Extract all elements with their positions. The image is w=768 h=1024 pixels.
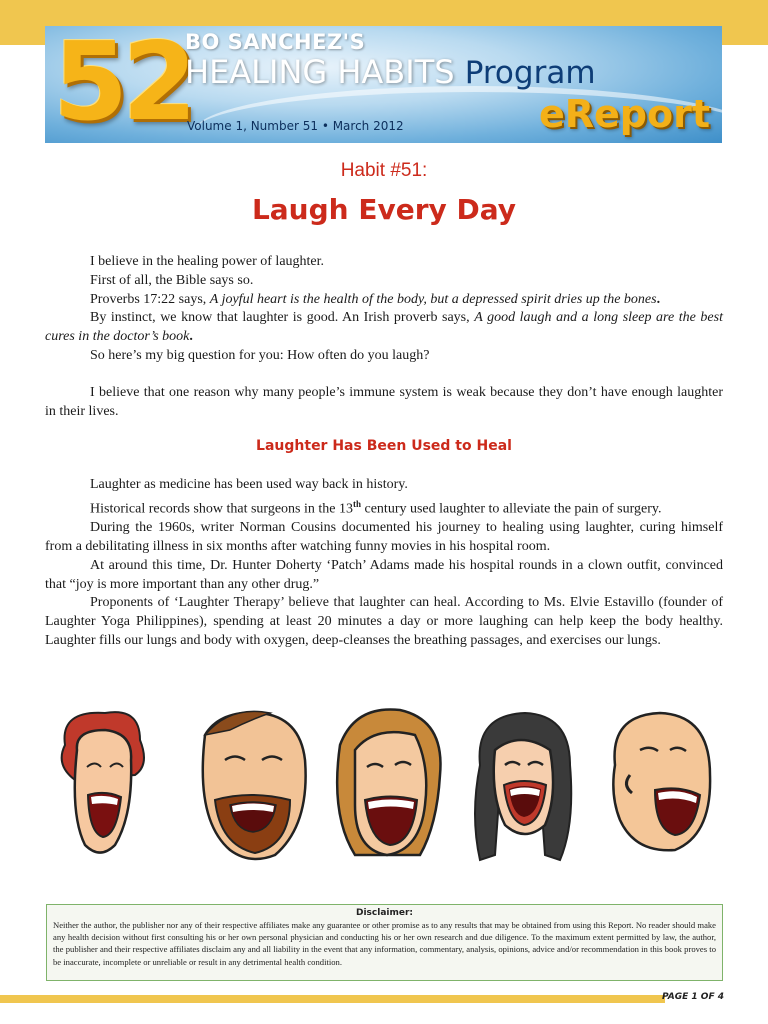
disclaimer-box — [46, 904, 723, 981]
paragraph: Laughter as medicine has been used way back in history. — [90, 477, 408, 492]
laughing-woman-red-hair-icon — [62, 712, 144, 852]
paragraph: Historical records show that surgeons in the 13th century used laughter to alleviate the pain of surgery. — [90, 498, 662, 517]
paragraph: At around this time, Dr. Hunter Doherty ‘Patch’ Adams made his hospital rounds in a clown outfit, convinced that “joy is more important than any other drug.” — [45, 557, 723, 592]
paragraph: I believe that one reason why many people’s immune system is weak because they don’t have enough laughter in their lives. — [45, 384, 723, 419]
report-banner — [45, 26, 722, 143]
banner-title — [185, 54, 596, 91]
laughing-faces-illustration — [55, 705, 725, 865]
page-number: PAGE 1 OF 4 — [662, 992, 724, 1002]
laughing-bearded-man-icon — [203, 711, 306, 859]
paragraph: Proverbs 17:22 says, A joyful heart is the health of the body, but a depressed spirit dries up the bones. — [90, 291, 661, 307]
paragraph: Proponents of ‘Laughter Therapy’ believe that laughter can heal. According to Ms. Elvie Estavillo (founder of Laughter Yoga Philippines), spending at least 20 minutes a day or more laughing can help keep the body healthy. Laughter fills our lungs and body with oxygen, deep-cleanses the breathing passages, and exercises our lungs. — [45, 595, 723, 649]
laughing-long-haired-man-icon — [337, 709, 440, 855]
banner-author: BO SANCHEZ'S — [185, 30, 366, 54]
habit-label: Habit #51: — [340, 160, 428, 181]
disclaimer-title: Disclaimer: — [355, 908, 413, 918]
banner-title-program: Program — [464, 55, 596, 91]
paragraph: So here’s my big question for you: How often do you laugh? — [90, 347, 430, 363]
paragraph: By instinct, we know that laughter is good. An Irish proverb says, A good laugh and a long sleep are the best cures in the doctor’s book. — [45, 310, 723, 345]
proverb-quote: A joyful heart is the health of the body, but a depressed spirit dries up the bones — [209, 291, 657, 307]
banner-volume: Volume 1, Number 51 • March 2012 — [187, 119, 404, 133]
paragraph: During the 1960s, writer Norman Cousins documented his journey to healing using laughter, curing himself from a debilitating illness in six months after watching funny movies in his hospital room. — [45, 520, 723, 555]
section-text — [45, 476, 723, 651]
banner-number: 52 — [53, 26, 192, 143]
page-title: Laugh Every Day — [251, 193, 517, 226]
paragraph: First of all, the Bible says so. — [90, 272, 254, 288]
disclaimer-text: Neither the author, the publisher nor any of their respective affiliates make any guarantee or other promise as to any results that may be obtained from using this Report. No reader should make any health decision without first consulting his or her own personal physician and conducting his or her own research and due diligence. To the maximum extent permitted by law, the author, the publisher and their respective affiliates disclaim any and all liability in the event that any information, commentary, analysis, opinions, advice and/or recommendation in this book proves to be inaccurate, incomplete or unreliable or result in any detrimental health condition. — [53, 920, 716, 967]
banner-title-main: HEALING HABITS — [185, 53, 455, 91]
section-heading: Laughter Has Been Used to Heal — [256, 438, 512, 454]
laughing-bald-man-icon — [613, 713, 710, 850]
intro-text — [45, 253, 723, 421]
bottom-gold-bar — [0, 995, 665, 1003]
laughing-woman-dark-hair-icon — [475, 713, 571, 860]
irish-proverb-quote: A good laugh and a long sleep are the best cures in the doctor’s book — [45, 310, 723, 345]
paragraph: I believe in the healing power of laughter. — [90, 254, 325, 269]
banner-ereport: eReport — [538, 92, 710, 136]
